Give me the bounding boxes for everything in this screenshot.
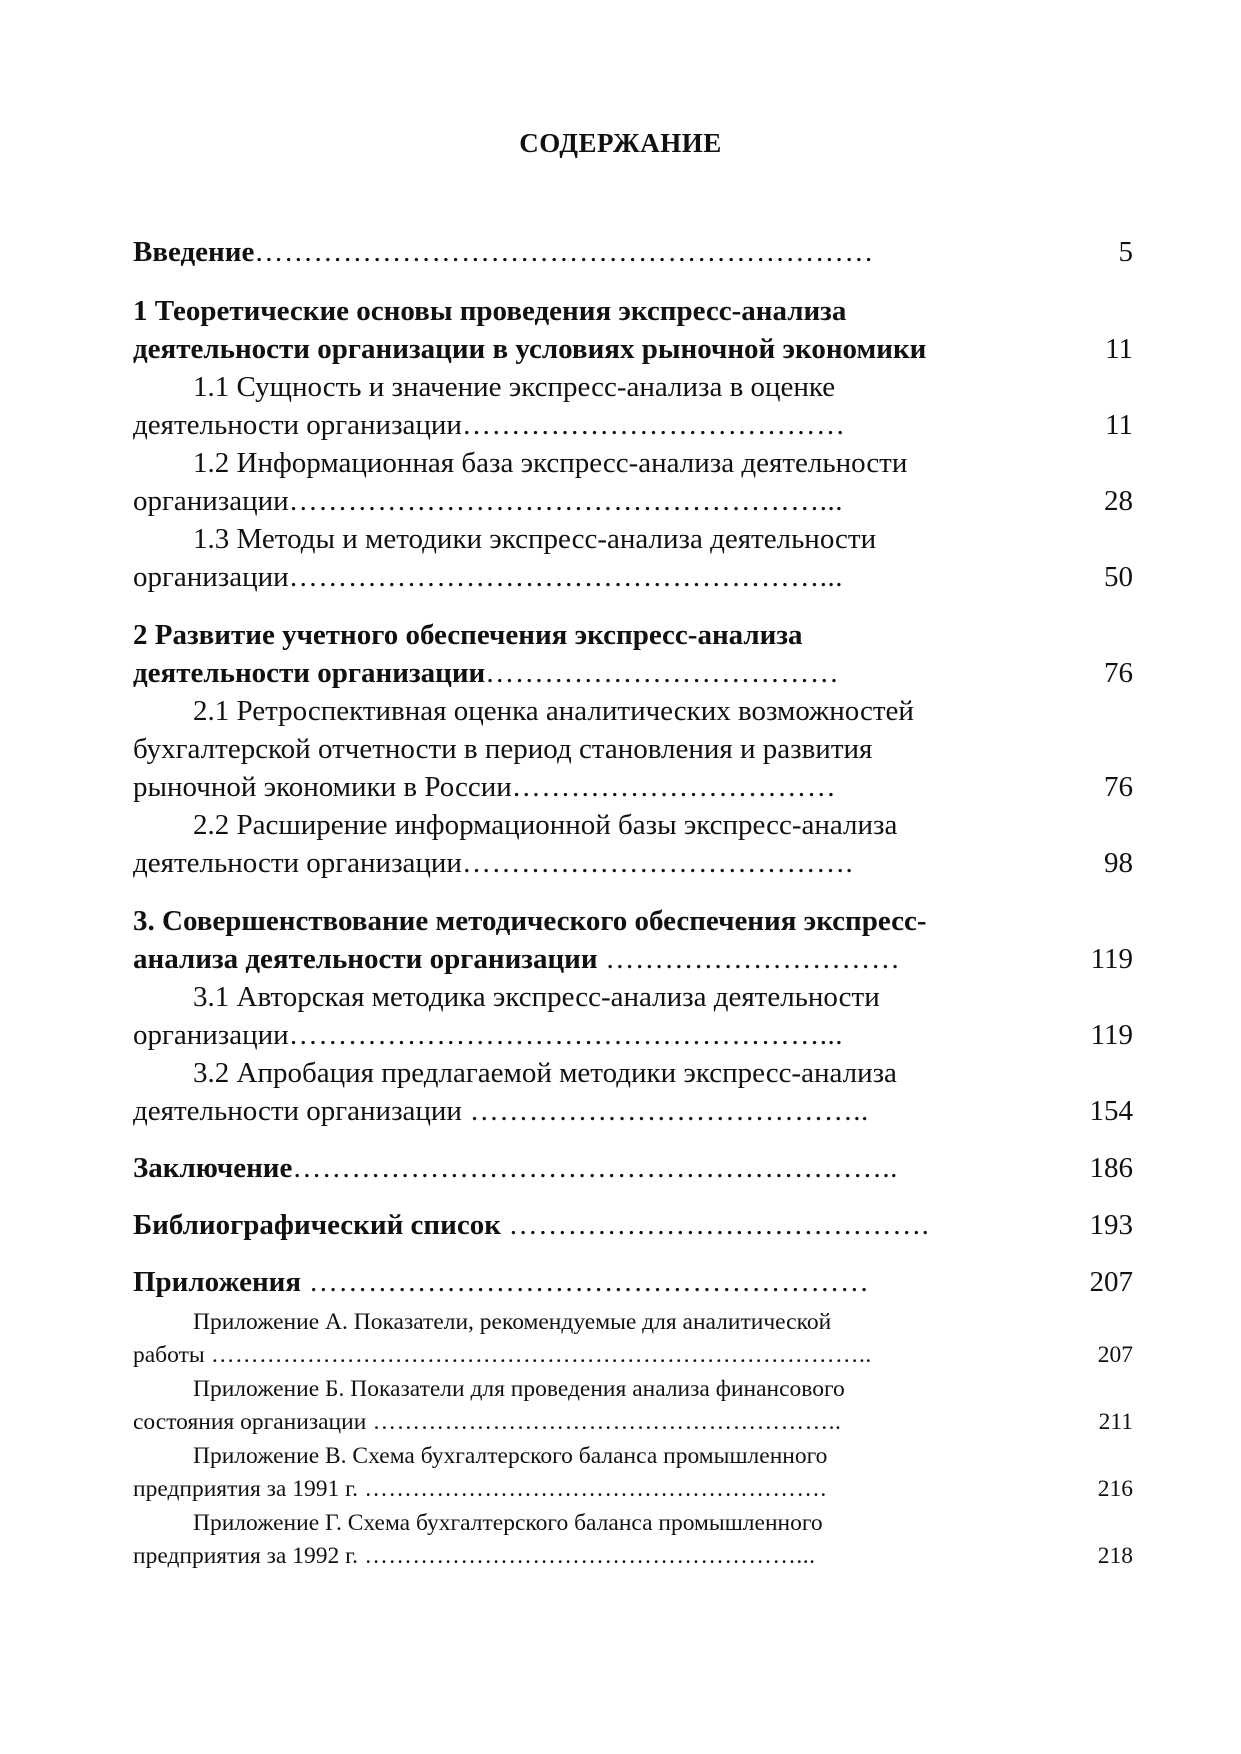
- leader-dots: ………………………………………………...: [288, 561, 843, 593]
- toc-appendix-a-line-1: Приложение А. Показатели, рекомендуемые для аналитической: [193, 1309, 832, 1335]
- leader-dots: ………………………………………………………: [254, 236, 874, 268]
- leader-dots: …………………………………………………..: [366, 1409, 842, 1435]
- leader-dots: ……………………………………………………..: [292, 1152, 898, 1184]
- toc-entry-label: деятельности организации: [133, 409, 462, 441]
- toc-entry-label: деятельности организации: [133, 1095, 462, 1127]
- toc-section-2-1-line-3: [133, 771, 1133, 804]
- page-number: 11: [1105, 409, 1133, 441]
- toc-appendix-g-line-2: [133, 1543, 1133, 1570]
- leader-dots: ………………………………………………………………………..: [204, 1342, 872, 1368]
- page-number: 211: [1098, 1409, 1133, 1435]
- toc-entry-label: деятельности организации: [133, 847, 462, 879]
- toc-chapter-2-line-2: [133, 657, 1133, 690]
- toc-section-1-2-line-2: [133, 485, 1133, 518]
- toc-section-3-2-line-2: [133, 1095, 1133, 1128]
- page-number: 193: [1089, 1209, 1133, 1241]
- toc-chapter-1-line-2: деятельности организации в условиях рыночной экономики: [133, 333, 927, 365]
- toc-entry-introduction: [133, 236, 1133, 269]
- toc-entry-label: организации: [133, 1019, 289, 1051]
- leader-dots: …………………………: [597, 943, 901, 975]
- toc-appendix-v-line-2: [133, 1476, 1133, 1503]
- toc-entry-label: организации: [133, 561, 289, 593]
- toc-chapter-2-line-1: 2 Развитие учетного обеспечения экспресс-анализа: [133, 619, 803, 651]
- page-number: 50: [1104, 561, 1133, 593]
- toc-entry-label: рыночной экономики в России: [133, 771, 512, 803]
- toc-appendix-v-line-1: Приложение В. Схема бухгалтерского баланса промышленного: [193, 1443, 828, 1469]
- toc-appendix-a-line-2: [133, 1342, 1133, 1369]
- toc-entry-conclusion: [133, 1152, 1133, 1185]
- toc-section-1-1-line-2: [133, 409, 1133, 442]
- toc-entry-label: работы: [133, 1342, 205, 1368]
- leader-dots: ………………………………….: [461, 847, 854, 879]
- leader-dots: …………………………………: [461, 409, 846, 441]
- toc-appendix-b-line-2: [133, 1409, 1133, 1436]
- toc-chapter-3-line-1: 3. Совершенствование методического обеспечения экспресс-: [133, 905, 927, 937]
- page-number: 5: [1118, 236, 1133, 268]
- leader-dots: …………………………………..: [461, 1095, 869, 1127]
- page-number: 98: [1104, 847, 1133, 879]
- toc-entry-label: состояния организации: [133, 1409, 367, 1435]
- toc-entry-label: Введение: [133, 236, 255, 268]
- toc-section-1-3-line-2: [133, 561, 1133, 594]
- leader-dots: ………………………………………………….: [357, 1476, 827, 1502]
- page-number: 119: [1090, 943, 1133, 975]
- page-number: 28: [1104, 485, 1133, 517]
- toc-entry-label: предприятия за 1992 г.: [133, 1543, 358, 1569]
- page-number: 119: [1090, 1019, 1133, 1051]
- page-number: 207: [1097, 1342, 1133, 1368]
- leader-dots: …………………………………….: [500, 1209, 930, 1241]
- toc-entry-label: организации: [133, 485, 289, 517]
- toc-section-1-1-line-1: 1.1 Сущность и значение экспресс-анализа в оценке: [193, 371, 836, 403]
- toc-section-3-2-line-1: 3.2 Апробация предлагаемой методики экспресс-анализа: [193, 1057, 897, 1089]
- leader-dots: ……………………………: [511, 771, 837, 803]
- toc-appendix-g-line-1: Приложение Г. Схема бухгалтерского баланса промышленного: [193, 1510, 823, 1536]
- leader-dots: …………………………………………………: [301, 1266, 870, 1298]
- toc-section-1-3-line-1: 1.3 Методы и методики экспресс-анализа деятельности: [193, 523, 877, 555]
- leader-dots: ………………………………………………...: [288, 1019, 843, 1051]
- page-number: 154: [1089, 1095, 1133, 1127]
- leader-dots: ………………………………………………...: [288, 485, 843, 517]
- toc-section-3-1-line-2: [133, 1019, 1133, 1052]
- toc-section-2-2-line-1: 2.2 Расширение информационной базы экспресс-анализа: [193, 809, 898, 841]
- leader-dots: ………………………………: [485, 657, 840, 689]
- toc-chapter-3-line-2: [133, 943, 1133, 976]
- toc-entry-label: анализа деятельности организации: [133, 943, 598, 975]
- toc-section-2-2-line-2: [133, 847, 1133, 880]
- page-number: 216: [1097, 1476, 1133, 1502]
- toc-entry-label: предприятия за 1991 г.: [133, 1476, 358, 1502]
- toc-appendix-b-line-1: Приложение Б. Показатели для проведения анализа финансового: [193, 1376, 845, 1402]
- page-number: 218: [1097, 1543, 1133, 1569]
- page-number: 207: [1089, 1266, 1133, 1298]
- page-title: СОДЕРЖАНИЕ: [519, 128, 722, 158]
- toc-entry-appendices: [133, 1266, 1133, 1299]
- toc-section-2-1-line-2: бухгалтерской отчетности в период становления и развития: [133, 733, 873, 765]
- toc-section-1-2-line-1: 1.2 Информационная база экспресс-анализа деятельности: [193, 447, 908, 479]
- page-number: 186: [1089, 1152, 1133, 1184]
- page-number: 11: [1105, 333, 1133, 365]
- toc-entry-label: Приложения: [133, 1266, 302, 1298]
- toc-entry-label: деятельности организации: [133, 657, 486, 689]
- toc-entry-label: Библиографический список: [133, 1209, 501, 1241]
- toc-section-2-1-line-1: 2.1 Ретроспективная оценка аналитических возможностей: [193, 695, 914, 727]
- page-number: 76: [1104, 771, 1133, 803]
- toc-section-3-1-line-1: 3.1 Авторская методика экспресс-анализа деятельности: [193, 981, 880, 1013]
- toc-entry-label: Заключение: [133, 1152, 293, 1184]
- toc-entry-bibliography: [133, 1209, 1133, 1242]
- leader-dots: ………………………………………………...: [357, 1543, 816, 1569]
- toc-chapter-1-line-1: 1 Теоретические основы проведения экспресс-анализа: [133, 295, 847, 327]
- page-number: 76: [1104, 657, 1133, 689]
